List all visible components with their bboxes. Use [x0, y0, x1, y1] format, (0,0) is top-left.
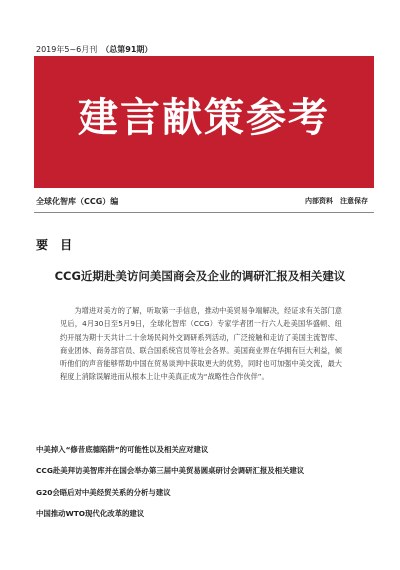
publication-title: 建言献策参考: [78, 94, 330, 141]
issue-number: （总第91期）: [101, 45, 153, 54]
toc-item: G20会晤后对中美经贸关系的分析与建议: [36, 487, 171, 497]
issue-line: [36, 44, 152, 55]
toc-list: [36, 444, 376, 529]
lead-article-title: CCG近期赴美访问美国商会及企业的调研汇报及相关建议: [54, 269, 346, 283]
classification-notice: 内部资料 注意保存: [305, 197, 368, 205]
publisher-row: [36, 196, 368, 208]
title-banner: [34, 56, 374, 188]
toc-item: 中国推动WTO现代化改革的建议: [36, 508, 145, 518]
toc-item: CCG赴美拜访美智库并在国会举办第三届中美贸易圆桌研讨会调研汇报及相关建议: [36, 466, 305, 476]
toc-item: 中美掉入“修昔底德陷阱”的可能性以及相关应对建议: [36, 445, 209, 454]
toc-heading: 要 目: [36, 238, 77, 252]
issue-date: 2019年5~6月刊: [36, 45, 98, 54]
lead-article-summary: 为增进对美方的了解，听取第一手信息，推动中美贸易争端解决，经证求有关部门意见后，4月30日至5月9日，全球化智库（CCG）专家学者团一行六人赴美国华盛顿、纽约开展为期十天共计二十余场民间外交调研系列活动，广泛接触和走访了美国主流智库、商业团体、商务部官员、联合国系统官员等社会各界。美国商业界在华拥有巨大利益，倾听他们的声音能够帮助中国在贸易谈判中获取更大的优势，同时也可加强中美交流，最大程度上消除误解进而从根本上让中美真正成为“战略性合作伙伴”。: [60, 306, 342, 382]
divider: [34, 212, 374, 213]
publisher-name: 全球化智库（CCG）编: [36, 197, 119, 206]
